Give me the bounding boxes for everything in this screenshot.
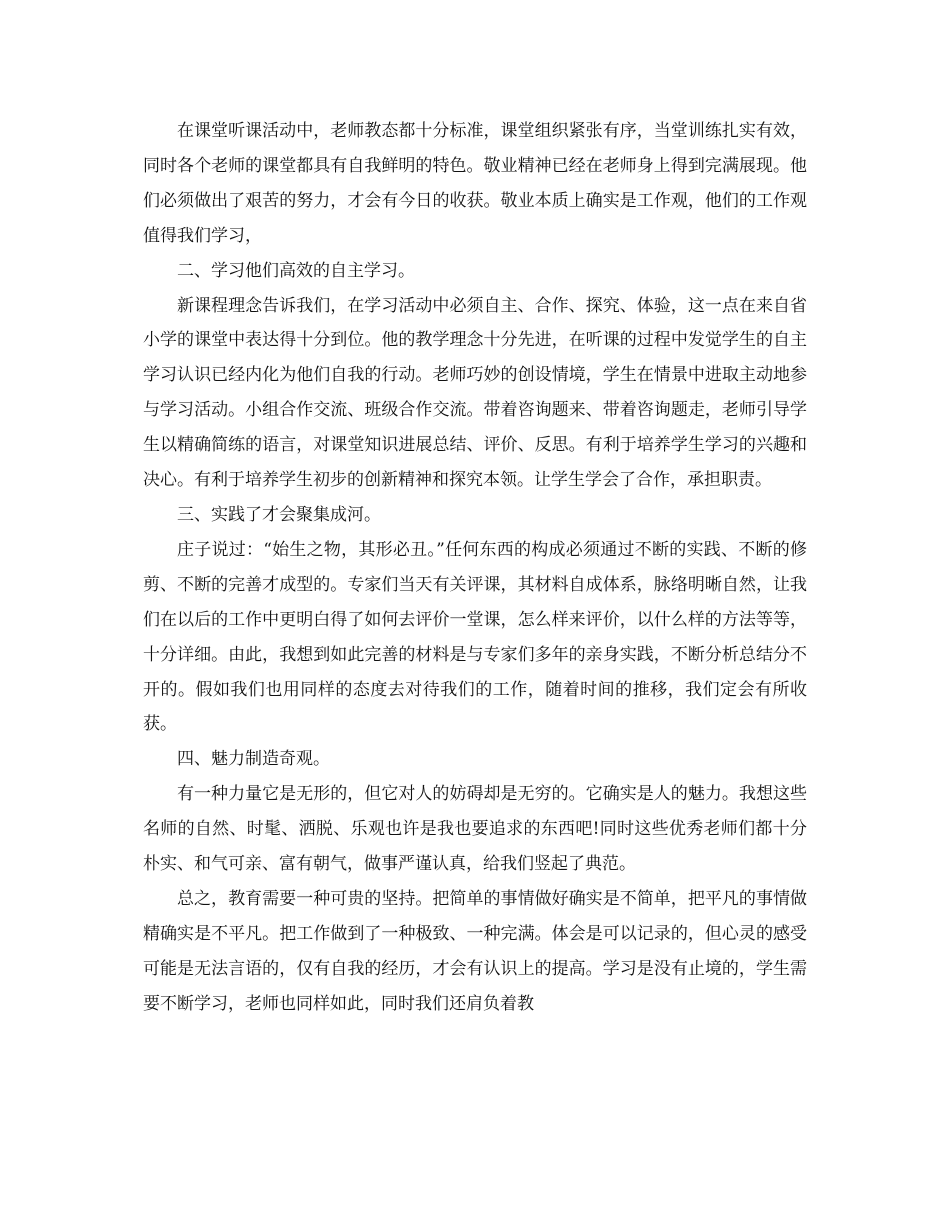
- heading-section-3: 三、实践了才会聚集成河。: [177, 504, 381, 525]
- document-body: [143, 114, 807, 1022]
- paragraph-conclusion: 总之，教育需要一种可贵的坚持。把简单的事情做好确实是不简单，把平凡的事情做精确实是不平凡。把工作做到了一种极致、一种完满。体会是可以记录的，但心灵的感受可能是无法言语的，仅有自我的经历，才会有认识上的提高。学习是没有止境的，学生需要不断学习，老师也同样如此，同时我们还肩负着教: [143, 888, 807, 1014]
- paragraph-charm: 有一种力量它是无形的，但它对人的妨碍却是无穷的。它确实是人的魅力。我想这些名师的自然、时髦、洒脱、乐观也许是我也要追求的东西吧!同时这些优秀老师们都十分朴实、和气可亲、富有朝气，做事严谨认真，给我们竖起了典范。: [143, 784, 807, 875]
- paragraph-self-learning: 新课程理念告诉我们，在学习活动中必须自主、合作、探究、体验，这一点在来自省小学的课堂中表达得十分到位。他的教学理念十分先进，在听课的过程中发觉学生的自主学习认识已经内化为他们自我的行动。老师巧妙的创设情境，学生在情景中进取主动地参与学习活动。小组合作交流、班级合作交流。带着咨询题来、带着咨询题走，老师引导学生以精确简练的语言，对课堂知识进展总结、评价、反思。有利于培养学生学习的兴趣和决心。有利于培养学生初步的创新精神和探究本领。让学生学会了合作，承担职责。: [143, 295, 807, 491]
- paragraph-practice: 庄子说过：“始生之物，其形必丑。”任何东西的构成必须通过不断的实践、不断的修剪、不断的完善才成型的。专家们当天有关评课，其材料自成体系，脉络明晰自然，让我们在以后的工作中更明白得了如何去评价一堂课，怎么样来评价，以什么样的方法等等，十分详细。由此，我想到如此完善的材料是与专家们多年的亲身实践，不断分析总结分不开的。假如我们也用同样的态度去对待我们的工作，随着时间的推移，我们定会有所收获。: [143, 539, 807, 735]
- heading-section-2: 二、学习他们高效的自主学习。: [177, 260, 415, 281]
- heading-section-4: 四、魅力制造奇观。: [177, 749, 330, 770]
- paragraph-observation: 在课堂听课活动中，老师教态都十分标准，课堂组织紧张有序，当堂训练扎实有效，同时各个老师的课堂都具有自我鲜明的特色。敬业精神已经在老师身上得到完满展现。他们必须做出了艰苦的努力，才会有今日的收获。敬业本质上确实是工作观，他们的工作观值得我们学习，: [143, 121, 807, 246]
